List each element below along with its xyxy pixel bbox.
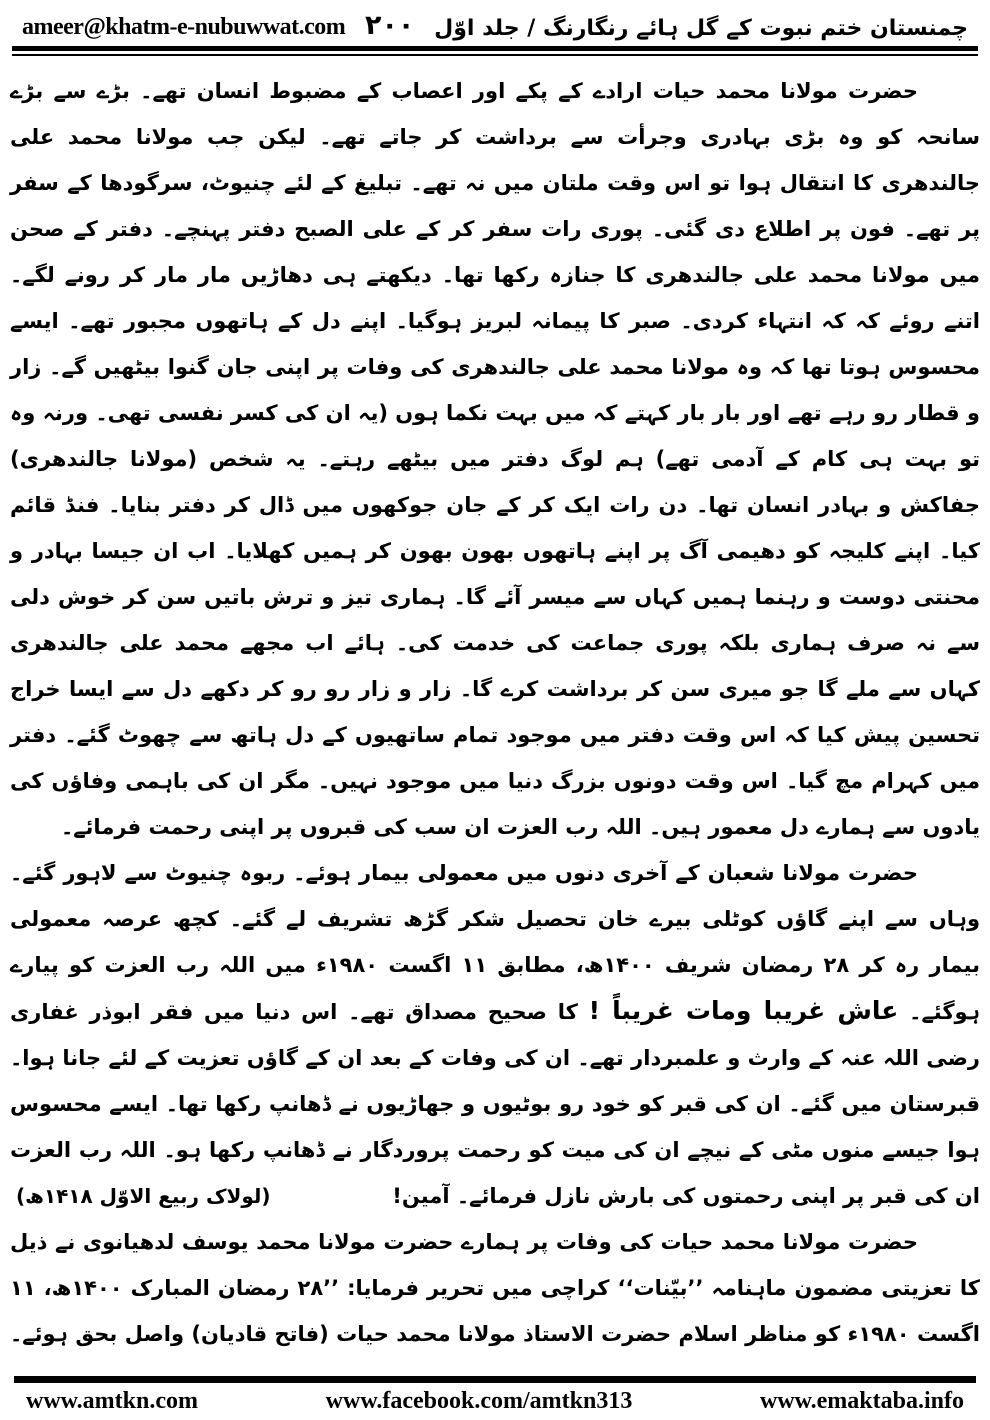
paragraph-text: حضرت مولانا محمد حیات کی وفات پر ہمارے حضرت مولانا محمد یوسف لدھیانوی نے ذیل کا تعزیتی مضمون ماہنامہ ’’بیّنات‘‘ کراچی میں تحریر فرمایا: ’’۲۸ رمضان المبارک ۱۴۰۰ھ، ۱۱ اگست ۱۹۸۰ء کو مناظر اسلام حضرت الاستاذ مولانا محمد حیات (فاتح قادیان) واصل بحق ہوئے۔ <box>10 1230 981 1346</box>
footer-url-right: www.emaktaba.info <box>759 1388 964 1414</box>
footer-url-left: www.amtkn.com <box>26 1388 198 1414</box>
paragraph-condolence-article <box>10 1219 980 1352</box>
page-footer <box>0 1376 990 1415</box>
footer-divider <box>14 1376 976 1383</box>
paragraph-final-illness <box>10 850 980 1219</box>
paragraph-text: حضرت مولانا شعبان کے آخری دنوں میں معمولی بیمار ہوئے۔ ربوہ چنیوٹ سے لاہور گئے۔ وہاں سے اپنے گاؤں کوٹلی بیرے خان تحصیل شکر گڑھ تشریف لے گئے۔ کچھ عرصہ معمولی بیمار رہ کر ۲۸ رمضان شریف ۱۴۰۰ھ، مطابق ۱۱ اگست ۱۹۸۰ء میں اللہ رب العزت کو پیارے ہوگئے۔ <box>10 861 981 1024</box>
footer-url-center: www.facebook.com/amtkn313 <box>325 1388 633 1414</box>
paragraph-text: کا صحیح مصداق تھے۔ اس دنیا میں فقر ابوذر غفاری رضی اللہ عنہ کے وارث و علمبردار تھے۔ ان کی وفات کے بعد ان کے گاؤں تعزیت کے لئے جانا ہوا۔ قبرستان میں گئے۔ ان کی قبر کو خود رو بوٹیوں و جھاڑیوں نے ڈھانپ رکھا تھا۔ ایسے محسوس ہوا جیسے منوں مٹی کے نیچے ان کی میت کو رحمت پروردگار نے ڈھانپ رکھا ہو۔ اللہ رب العزت ان کی قبر پر اپنی رحمتوں کی بارش نازل فرمائے۔ آمین! <box>10 1000 980 1208</box>
page-text <box>0 56 990 1352</box>
footer-urls <box>0 1383 990 1415</box>
arabic-phrase: عاش غریبا ومات غریباً ! <box>588 996 899 1025</box>
header-divider <box>12 46 978 56</box>
paragraph-text: حضرت مولانا محمد حیات ارادے کے پکے اور اعصاب کے مضبوط انسان تھے۔ بڑے سے بڑے سانحہ کو وہ بڑی بہادری وجرأت سے برداشت کر جاتے تھے۔ لیکن جب مولانا محمد علی جالندھری کا انتقال ہوا تو اس وقت ملتان میں نہ تھے۔ تبلیغ کے لئے چنیوٹ، سرگودھا کے سفر پر تھے۔ فون پر اطلاع دی گئی۔ پوری رات سفر کر کے علی الصبح دفتر پہنچے۔ دفتر کے صحن میں مولانا محمد علی جالندھری کا جنازہ رکھا تھا۔ دیکھتے ہی دھاڑیں مار مار کر رونے لگے۔ اتنے روئے کہ کہ انتہاء کردی۔ صبر کا پیمانہ لبریز ہوگیا۔ اپنے دل کے ہاتھوں مجبور تھے۔ ایسے محسوس ہوتا تھا کہ وہ مولانا محمد علی جالندھری کی وفات پر اپنی جان گنوا بیٹھیں گے۔ زار و قطار رو رہے تھے اور بار بار کہتے کہ میں بہت نکما ہوں (یہ ان کی کسر نفسی تھی۔ ورنہ وہ تو بہت ہی کام کے آدمی تھے) ہم لوگ دفتر میں بیٹھے رہتے۔ یہ شخص (مولانا جالندھری) جفاکش و بہادر انسان تھا۔ دن رات ایک کر کے جان جوکھوں میں ڈال کر دفتر بنایا۔ فنڈ قائم کیا۔ اپنے کلیجہ کو دھیمی آگ پر اپنے ہاتھوں بھون بھون کر ہمیں کھلایا۔ اب ان جیسا بہادر و محنتی دوست و رہنما ہمیں کہاں سے میسر آئے گا۔ ہماری تیز و ترش باتیں سن کر خوش دلی سے نہ صرف ہماری بلکہ پوری جماعت کی خدمت کی۔ ہائے اب مجھے محمد علی جالندھری کہاں سے ملے گا جو میری سن کر برداشت کرے گا۔ زار و زار رو رو کر دکھے دل سے ایسا خراج تحسین پیش کیا کہ اس وقت دفتر میں موجود تمام ساتھیوں کے دل ہاتھ سے چھوٹ گئے۔ دفتر میں کہرام مچ گیا۔ اس وقت دونوں بزرگ دنیا میں موجود نہیں۔ مگر ان کی باہمی وفاؤں کی یادوں سے ہمارے دل معمور ہیں۔ اللہ رب العزت ان سب کی قبروں پر اپنی رحمت فرمائے۔ <box>10 79 980 839</box>
book-title: چمنستان ختم نبوت کے گل ہائے رنگارنگ / جلد اوّل <box>434 16 968 41</box>
paragraph-obituary-jalandhari <box>10 68 980 850</box>
source-reference: (لولاک ربیع الاوّل ۱۴۱۸ھ) <box>16 1184 271 1208</box>
page-number: ۲۰۰ <box>364 10 415 41</box>
publisher-email: ameer@khatm-e-nubuwwat.com <box>22 14 346 40</box>
page-header <box>0 0 990 43</box>
